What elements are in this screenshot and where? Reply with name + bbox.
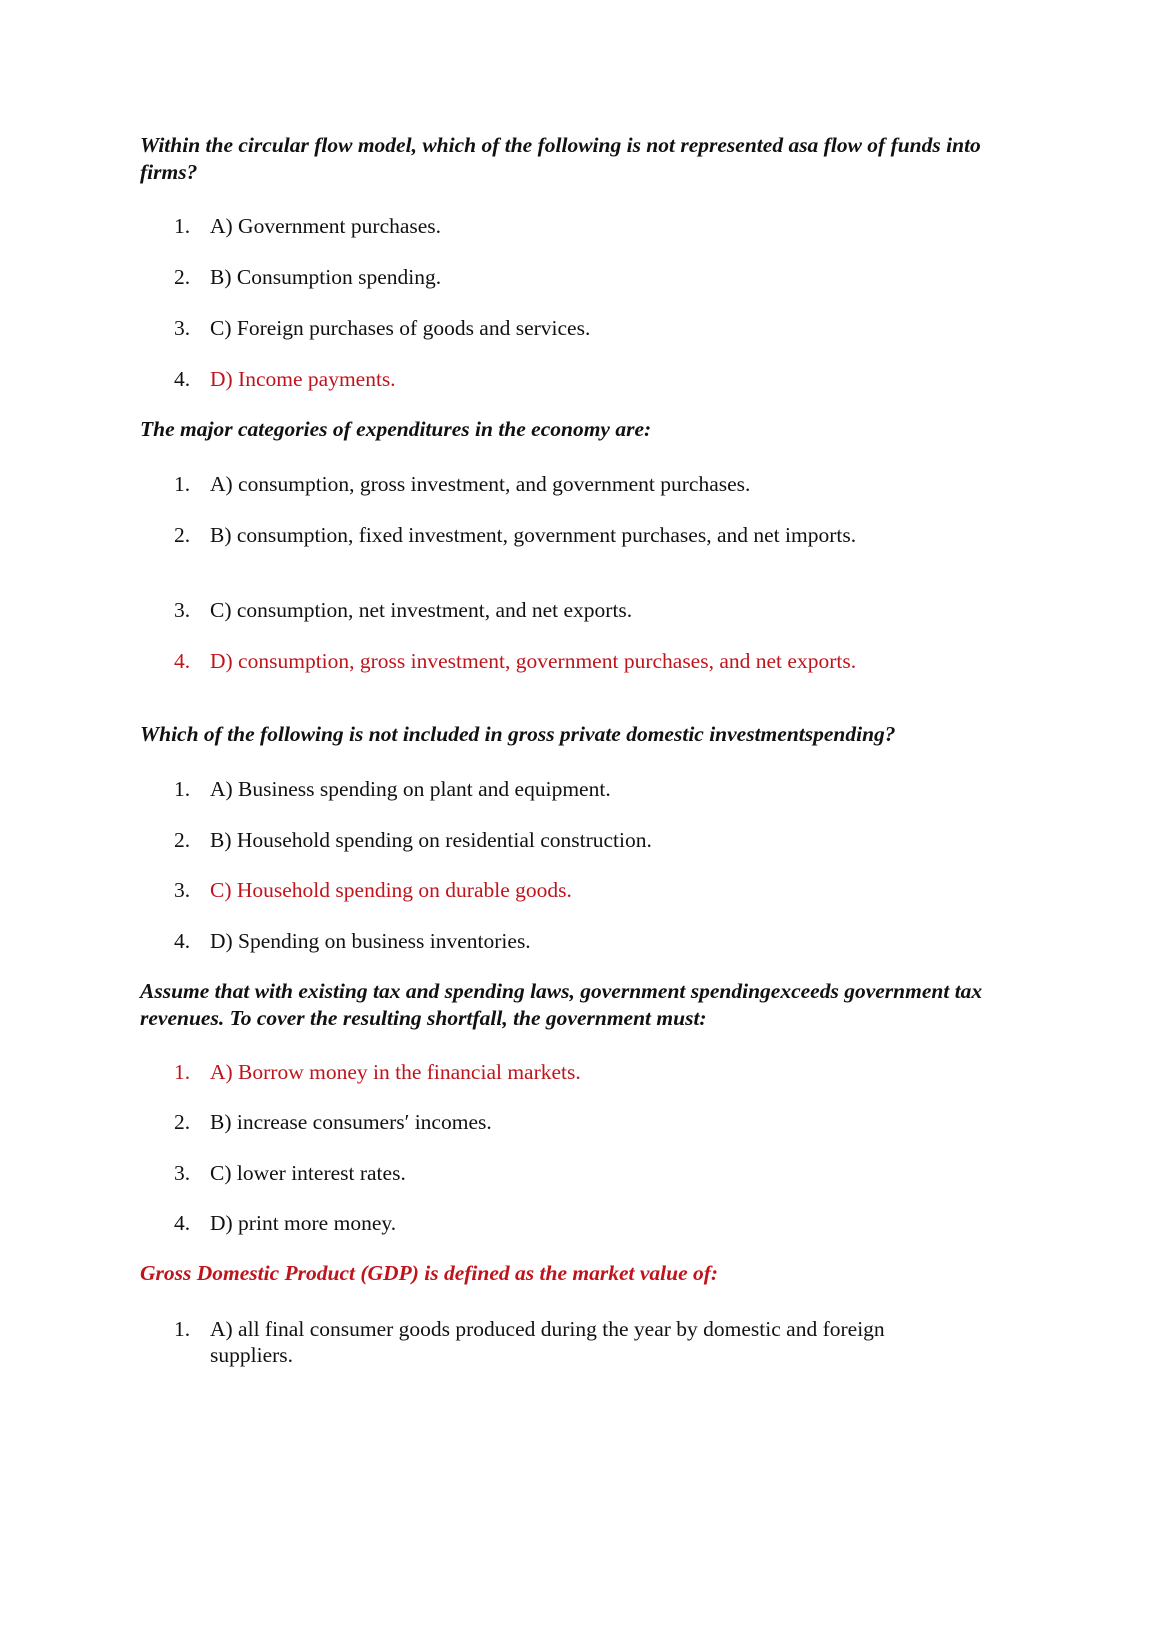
option-text-correct: A) Borrow money in the financial markets. <box>210 1060 581 1084</box>
option-text: B) Consumption spending. <box>210 265 442 289</box>
option-number: 1. <box>174 777 191 801</box>
question-3-option-d <box>174 928 894 954</box>
option-text: D) Spending on business inventories. <box>210 929 531 953</box>
question-3-prompt: Which of the following is not included in gross private domestic investmentspending? <box>140 722 896 746</box>
question-2-option-a <box>174 471 894 497</box>
question-1-option-b <box>174 264 894 290</box>
option-number: 3. <box>174 878 191 902</box>
option-number: 1. <box>174 472 191 496</box>
question-1-option-a <box>174 213 894 239</box>
option-number: 2. <box>174 523 191 547</box>
question-3-option-c-answer <box>174 877 894 903</box>
option-text: C) Foreign purchases of goods and services. <box>210 316 591 340</box>
option-text: A) consumption, gross investment, and government purchases. <box>210 472 751 496</box>
question-5-option-a <box>174 1316 894 1368</box>
question-3-option-a <box>174 776 894 802</box>
option-text: A) Business spending on plant and equipment. <box>210 777 611 801</box>
option-number: 1. <box>174 1317 191 1341</box>
option-text: D) print more money. <box>210 1211 397 1235</box>
option-number: 3. <box>174 598 191 622</box>
question-2-option-b <box>174 522 894 548</box>
option-text: B) increase consumers′ incomes. <box>210 1110 492 1134</box>
option-text-correct: D) consumption, gross investment, government purchases, and net exports. <box>210 649 857 673</box>
question-4-option-b <box>174 1109 894 1135</box>
option-number: 4. <box>174 929 191 953</box>
option-text: C) consumption, net investment, and net exports. <box>210 598 633 622</box>
question-1-prompt: Within the circular flow model, which of the following is not represented asa flow of funds into firms? <box>140 133 981 184</box>
option-text-correct: C) Household spending on durable goods. <box>210 878 572 902</box>
question-4-option-a-answer <box>174 1059 894 1085</box>
option-number: 4. <box>174 649 191 673</box>
question-2-option-d-answer <box>174 648 894 674</box>
question-4-prompt: Assume that with existing tax and spending laws, government spendingexceeds government tax revenues. To cover the resulting shortfall, the government must: <box>140 979 983 1030</box>
option-number: 4. <box>174 1211 191 1235</box>
question-2-prompt: The major categories of expenditures in the economy are: <box>140 417 652 441</box>
option-number: 4. <box>174 367 191 391</box>
option-number: 2. <box>174 828 191 852</box>
option-number: 3. <box>174 1161 191 1185</box>
question-2-option-c <box>174 597 894 623</box>
option-number: 2. <box>174 1110 191 1134</box>
question-3-option-b <box>174 827 894 853</box>
option-text: A) Government purchases. <box>210 214 442 238</box>
question-1-option-d-answer <box>174 366 894 392</box>
option-number: 3. <box>174 316 191 340</box>
question-5-prompt: Gross Domestic Product (GDP) is defined as the market value of: <box>140 1261 719 1285</box>
question-4-option-c <box>174 1160 894 1186</box>
option-text-correct: D) Income payments. <box>210 367 396 391</box>
question-1-option-c <box>174 315 894 341</box>
option-text: B) Household spending on residential construction. <box>210 828 652 852</box>
question-4-option-d <box>174 1210 894 1236</box>
option-number: 1. <box>174 214 191 238</box>
option-text: B) consumption, fixed investment, government purchases, and net imports. <box>210 523 857 547</box>
option-number: 1. <box>174 1060 191 1084</box>
option-number: 2. <box>174 265 191 289</box>
option-text: A) all final consumer goods produced during the year by domestic and foreign suppliers. <box>210 1317 885 1367</box>
option-text: C) lower interest rates. <box>210 1161 406 1185</box>
